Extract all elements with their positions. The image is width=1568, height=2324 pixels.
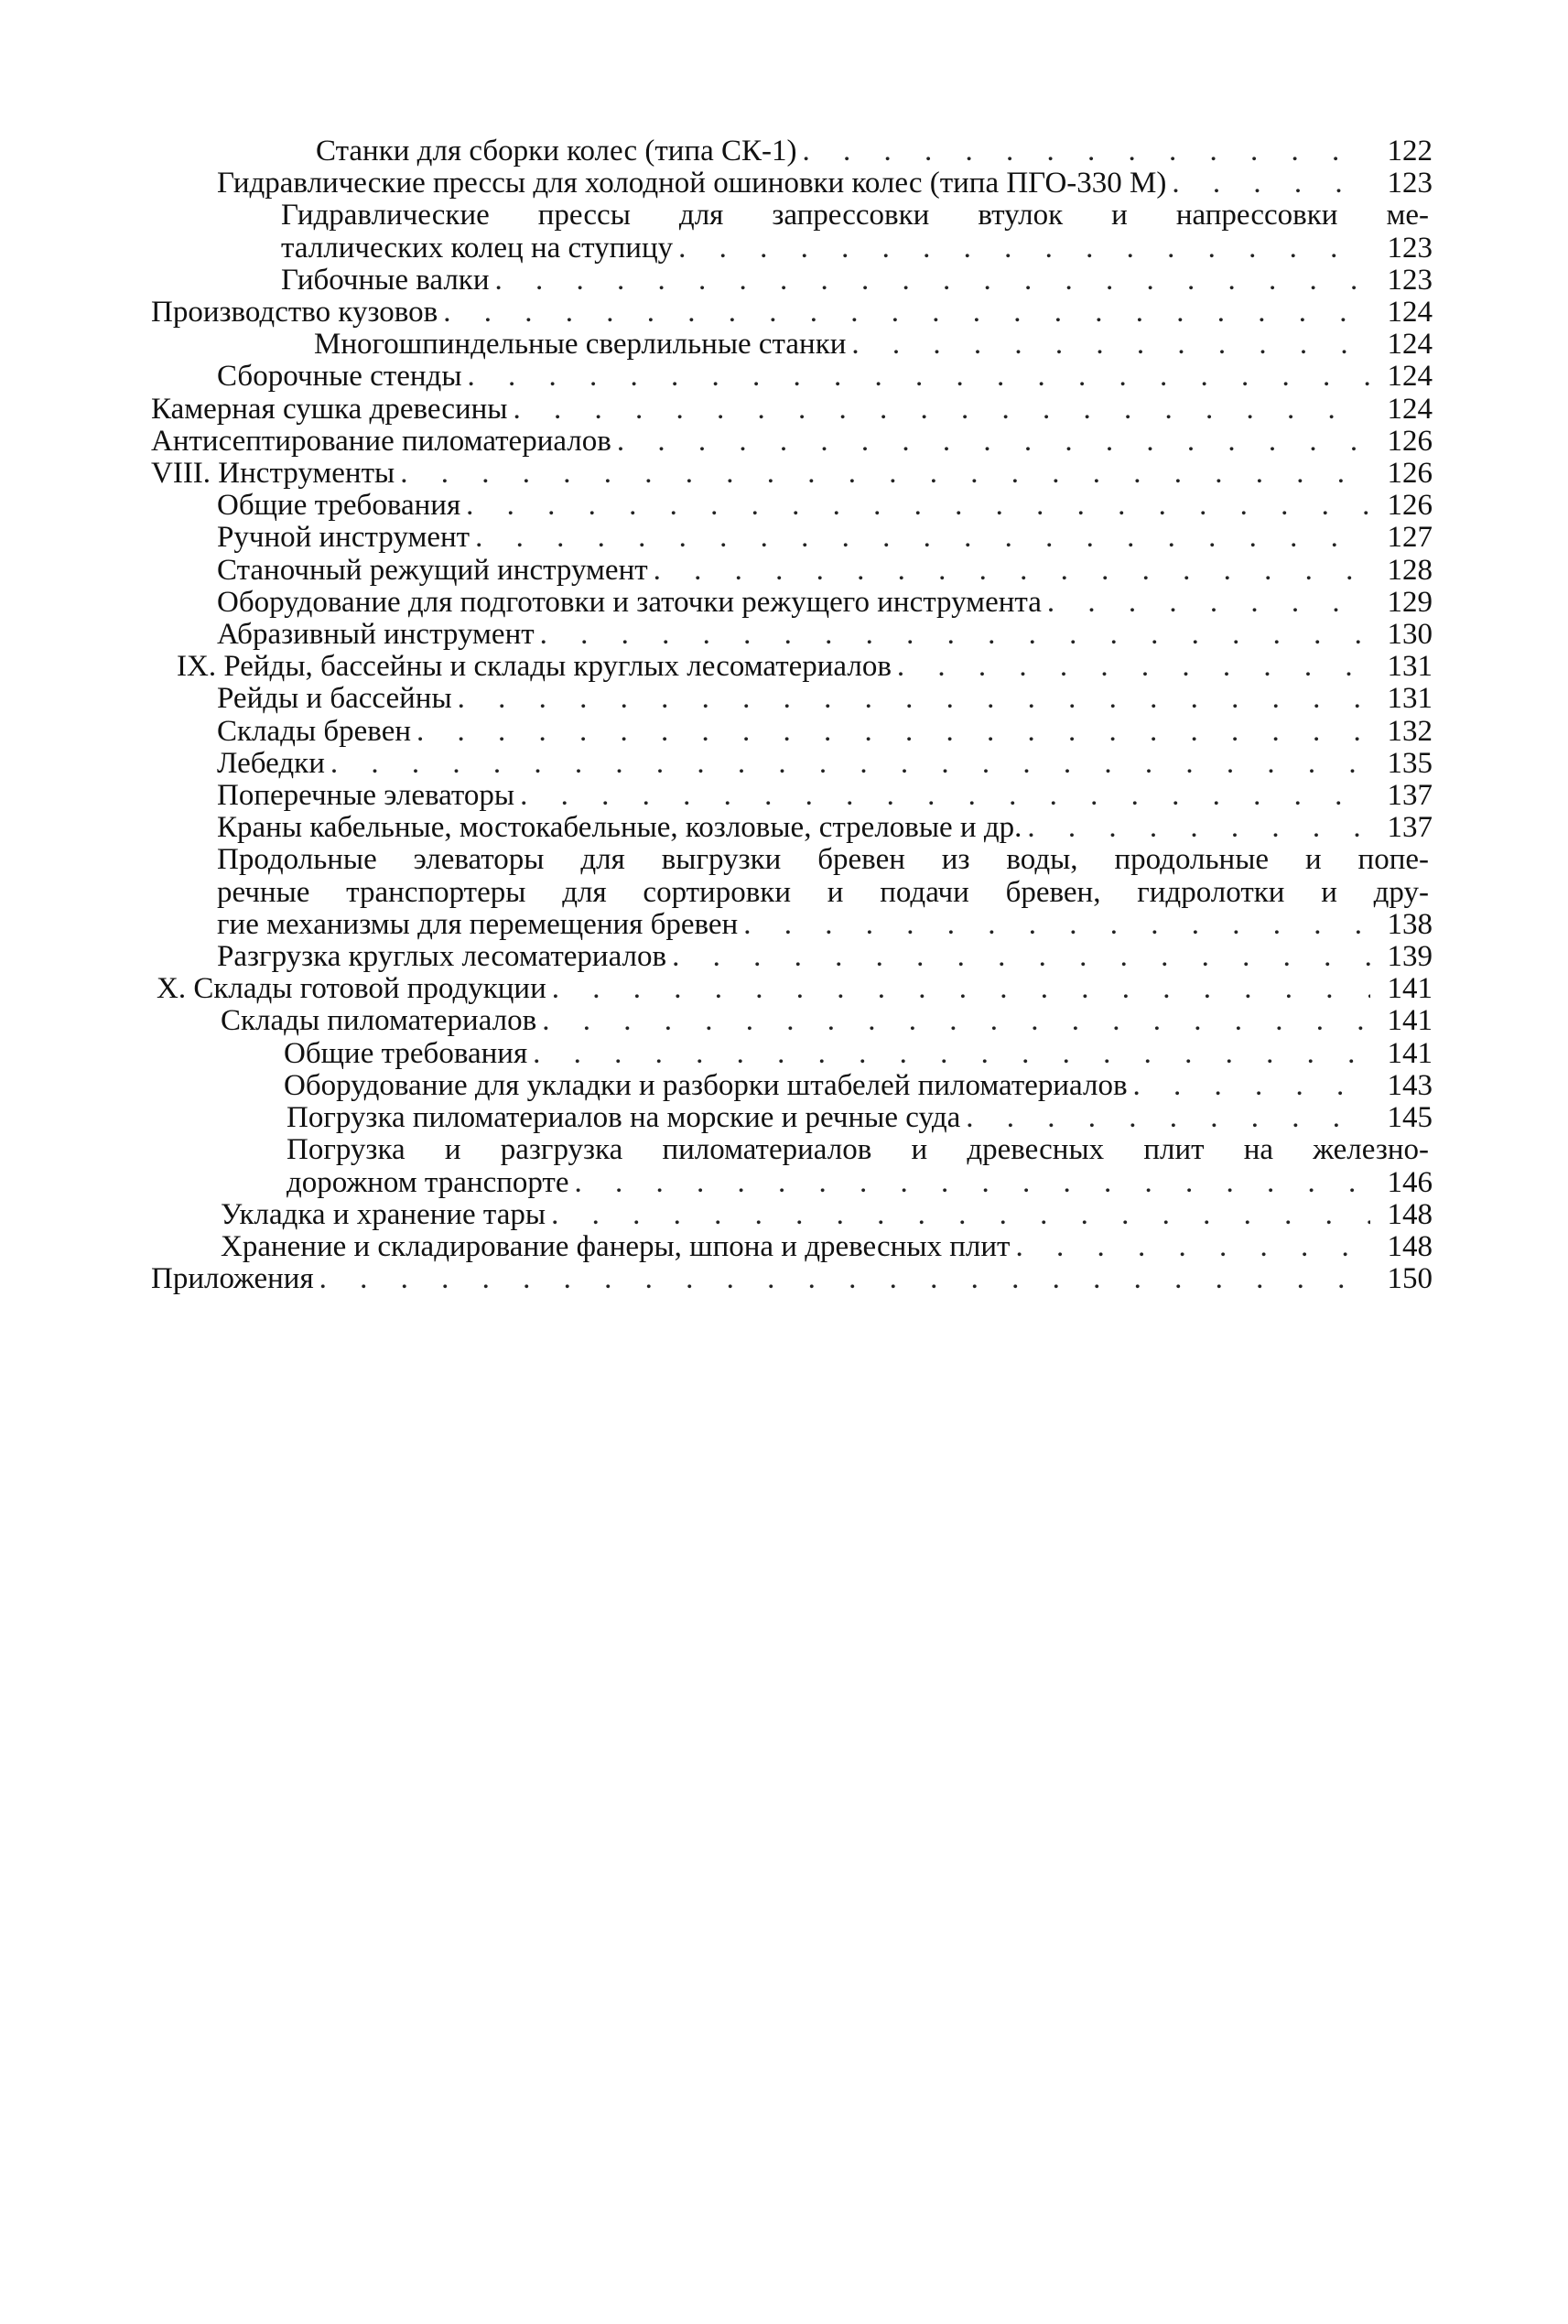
toc-entry-title: Разгрузка круглых лесоматериалов xyxy=(217,940,667,974)
toc-entry xyxy=(151,619,1433,651)
toc-leader-dots xyxy=(533,1038,1370,1070)
toc-entry-title-line: Гидравлические прессы для запрессовки втулок и напрессовки ме- xyxy=(281,199,1429,232)
toc-entry xyxy=(151,426,1433,458)
toc-entry xyxy=(151,361,1433,393)
toc-page-number: 129 xyxy=(1387,585,1433,619)
toc-page-number: 143 xyxy=(1387,1068,1433,1102)
toc-leader-dots xyxy=(1047,587,1370,619)
toc-entry xyxy=(151,1231,1433,1263)
toc-entry-title: VIII. Инструменты xyxy=(151,457,395,491)
toc-entry-title: Склады бревен xyxy=(217,714,412,748)
toc-entry xyxy=(151,1134,1433,1198)
toc-page-number: 122 xyxy=(1387,135,1433,168)
toc-entry xyxy=(151,1038,1433,1070)
toc-page-number: 124 xyxy=(1387,328,1433,362)
toc-leader-dots xyxy=(1133,1070,1370,1102)
toc-entry xyxy=(151,329,1433,361)
toc-entry-title-line: дорожном транспорте xyxy=(287,1165,569,1199)
toc-entry xyxy=(151,200,1433,264)
toc-page-number: 123 xyxy=(1387,263,1433,297)
toc-entry xyxy=(151,1199,1433,1231)
toc-entry-title: Абразивный инструмент xyxy=(217,618,535,652)
toc-leader-dots xyxy=(803,135,1370,168)
toc-entry xyxy=(151,522,1433,554)
toc-page-number: 132 xyxy=(1387,714,1433,748)
toc-page-number: 127 xyxy=(1387,521,1433,555)
toc-entry-title-line: речные транспортеры для сортировки и подачи бревен, гидролотки и дру- xyxy=(217,875,1429,909)
toc-entry-title: Погрузка пиломатериалов на морские и речные суда xyxy=(287,1101,961,1135)
toc-leader-dots xyxy=(851,329,1370,361)
toc-entry-title-line: Погрузка и разгрузка пиломатериалов и древесных плит на железно- xyxy=(287,1133,1429,1167)
toc-page-number: 148 xyxy=(1387,1197,1433,1231)
toc-entry-title-line: таллических колец на ступицу xyxy=(281,231,674,265)
toc-entry-title: Поперечные элеваторы xyxy=(217,779,515,813)
toc-leader-dots xyxy=(458,683,1370,715)
toc-entry-title: Склады пиломатериалов xyxy=(221,1004,537,1038)
toc-page-number: 135 xyxy=(1387,746,1433,780)
toc-page-number: 148 xyxy=(1387,1229,1433,1263)
toc-entry xyxy=(151,748,1433,780)
toc-leader-dots xyxy=(672,941,1370,973)
toc-page-number: 141 xyxy=(1387,1004,1433,1038)
toc-entry-title: Хранение и складирование фанеры, шпона и древесных плит xyxy=(221,1229,1011,1263)
toc-page-number: 126 xyxy=(1387,489,1433,523)
toc-entry xyxy=(151,941,1433,973)
toc-entry-title: Камерная сушка древесины xyxy=(151,392,508,426)
toc-entry-title: Оборудование для подготовки и заточки режущего инструмента xyxy=(217,585,1042,619)
toc-page-number: 128 xyxy=(1387,553,1433,587)
table-of-contents xyxy=(151,135,1433,1295)
toc-leader-dots xyxy=(1172,168,1370,200)
toc-leader-dots xyxy=(1015,1231,1370,1263)
toc-page-number: 124 xyxy=(1387,392,1433,426)
toc-leader-dots xyxy=(400,458,1370,490)
toc-entry xyxy=(151,812,1433,844)
toc-leader-dots xyxy=(468,361,1370,393)
toc-leader-dots xyxy=(678,232,1370,265)
toc-leader-dots xyxy=(319,1263,1370,1295)
toc-entry xyxy=(151,973,1433,1005)
toc-entry xyxy=(151,394,1433,426)
toc-leader-dots xyxy=(540,619,1370,651)
toc-entry-title: Гибочные валки xyxy=(281,263,490,297)
toc-leader-dots xyxy=(475,522,1370,554)
toc-entry xyxy=(151,1102,1433,1134)
toc-entry-title: Приложения xyxy=(151,1262,314,1296)
toc-leader-dots xyxy=(520,780,1370,812)
toc-leader-dots xyxy=(966,1102,1370,1134)
toc-entry xyxy=(151,490,1433,522)
toc-entry-title: Гидравлические прессы для холодной ошиновки колес (типа ПГО-330 М) xyxy=(217,167,1167,200)
toc-page-number: 124 xyxy=(1387,360,1433,394)
toc-entry xyxy=(151,297,1433,329)
toc-entry-title: Оборудование для укладки и разборки штабелей пиломатериалов xyxy=(284,1068,1128,1102)
toc-leader-dots xyxy=(495,265,1371,297)
toc-entry-title: Лебедки xyxy=(217,746,325,780)
toc-entry xyxy=(151,587,1433,619)
toc-leader-dots xyxy=(575,1167,1370,1199)
toc-leader-dots xyxy=(551,1199,1370,1231)
toc-entry xyxy=(151,1005,1433,1037)
toc-page-number: 141 xyxy=(1387,972,1433,1006)
toc-page-number: 141 xyxy=(1387,1036,1433,1070)
toc-entry-title: IX. Рейды, бассейны и склады круглых лесоматериалов xyxy=(177,650,892,684)
toc-leader-dots xyxy=(552,973,1370,1005)
toc-page-number: 123 xyxy=(1387,231,1433,265)
toc-entry-title: Производство кузовов xyxy=(151,296,438,330)
toc-page-number: 137 xyxy=(1387,779,1433,813)
toc-leader-dots xyxy=(1027,812,1370,844)
toc-leader-dots xyxy=(443,297,1370,329)
toc-entry-title-line: Продольные элеваторы для выгрузки бревен из воды, продольные и попе- xyxy=(217,843,1429,877)
toc-entry xyxy=(151,1070,1433,1102)
toc-entry xyxy=(151,168,1433,200)
toc-entry-title: Станки для сборки колес (типа СК-1) xyxy=(316,135,797,168)
toc-entry-title: Станочный режущий инструмент xyxy=(217,553,648,587)
toc-entry-title: Укладка и хранение тары xyxy=(221,1197,546,1231)
toc-entry-title: Антисептирование пиломатериалов xyxy=(151,424,611,458)
toc-leader-dots xyxy=(542,1005,1370,1037)
toc-entry-title: Ручной инструмент xyxy=(217,521,470,555)
toc-entry xyxy=(151,716,1433,748)
toc-entry-title: Краны кабельные, мостокабельные, козловые, стреловые и др. xyxy=(217,811,1022,845)
toc-entry xyxy=(151,135,1433,168)
toc-page-number: 131 xyxy=(1387,682,1433,716)
toc-entry xyxy=(151,458,1433,490)
toc-entry xyxy=(151,651,1433,683)
toc-entry xyxy=(151,844,1433,941)
toc-entry-title: X. Склады готовой продукции xyxy=(157,972,546,1006)
toc-leader-dots xyxy=(743,909,1370,941)
toc-entry-title: Рейды и бассейны xyxy=(217,682,452,716)
toc-entry xyxy=(151,265,1433,297)
toc-page-number: 139 xyxy=(1387,940,1433,974)
toc-leader-dots xyxy=(466,490,1370,522)
toc-page-number: 124 xyxy=(1387,296,1433,330)
toc-page-number: 146 xyxy=(1387,1165,1433,1199)
toc-leader-dots xyxy=(617,426,1370,458)
toc-entry-title: Многошпиндельные сверлильные станки xyxy=(314,328,847,362)
toc-entry-title: Сборочные стенды xyxy=(217,360,462,394)
toc-page-number: 145 xyxy=(1387,1101,1433,1135)
toc-page-number: 137 xyxy=(1387,811,1433,845)
toc-entry xyxy=(151,1263,1433,1295)
toc-page-number: 150 xyxy=(1387,1262,1433,1296)
toc-leader-dots xyxy=(897,651,1370,683)
toc-page-number: 123 xyxy=(1387,167,1433,200)
toc-leader-dots xyxy=(654,555,1370,587)
toc-page-number: 130 xyxy=(1387,618,1433,652)
toc-page-number: 126 xyxy=(1387,424,1433,458)
toc-entry-title: Общие требования xyxy=(217,489,461,523)
toc-entry-title: Общие требования xyxy=(284,1036,528,1070)
toc-entry xyxy=(151,555,1433,587)
toc-page-number: 138 xyxy=(1387,907,1433,941)
toc-page-number: 126 xyxy=(1387,457,1433,491)
toc-entry-title-line: гие механизмы для перемещения бревен xyxy=(217,907,739,941)
toc-entry xyxy=(151,780,1433,812)
toc-page-number: 131 xyxy=(1387,650,1433,684)
toc-leader-dots xyxy=(416,716,1370,748)
toc-leader-dots xyxy=(513,394,1370,426)
toc-entry xyxy=(151,683,1433,715)
toc-leader-dots xyxy=(330,748,1370,780)
